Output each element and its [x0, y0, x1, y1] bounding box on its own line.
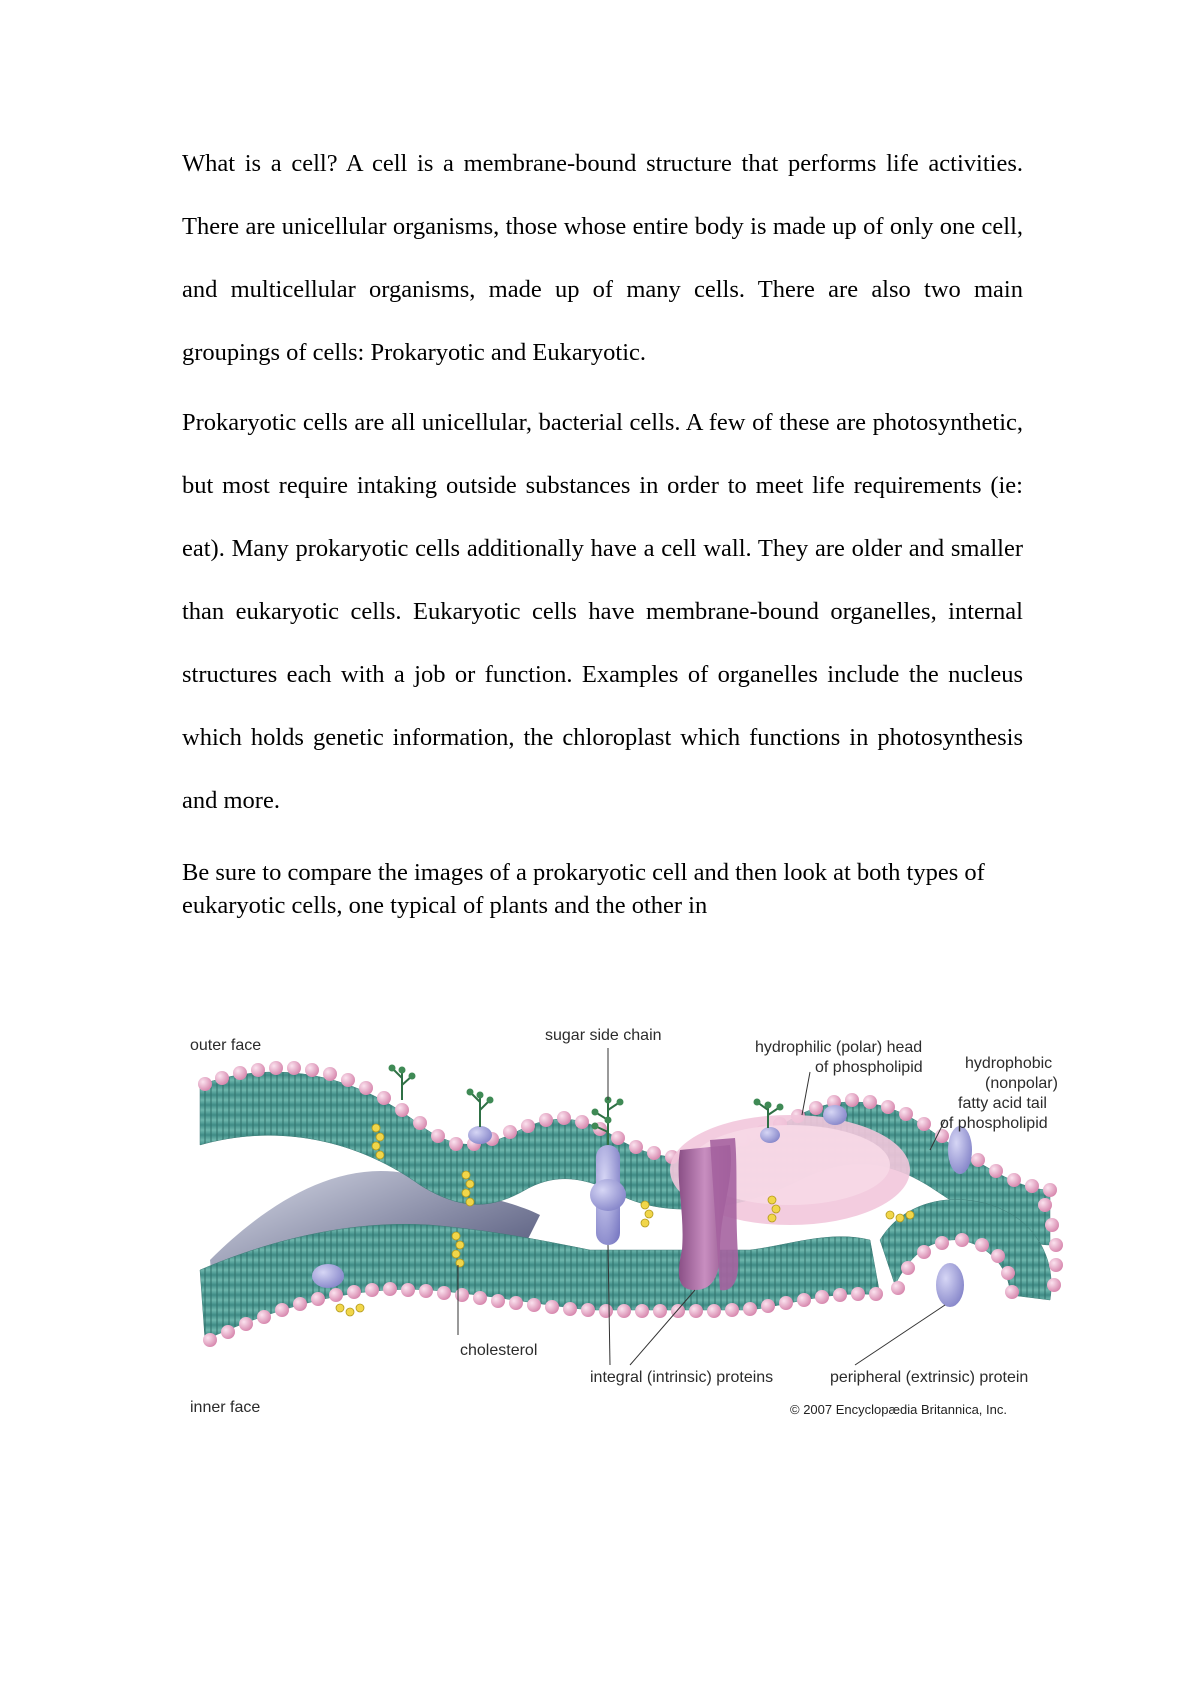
small-protein-right [948, 1126, 972, 1174]
figure-credit: © 2007 Encyclopædia Britannica, Inc. [790, 1402, 1007, 1417]
peripheral-protein [936, 1263, 964, 1307]
cell-membrane-figure [190, 1027, 1070, 1470]
label-peripheral-protein: peripheral (extrinsic) protein [830, 1369, 1029, 1386]
label-hydrophobic-2: (nonpolar) [985, 1075, 1058, 1092]
paragraph-cell-definition: What is a cell? A cell is a membrane-bound structure that performs life activities. There are unicellular organisms, those whose entire body is made up of only one cell, and multicellular organisms, made up of many cells. There are also two main groupings of cells: Prokaryotic and Eukaryotic. [182, 150, 1023, 366]
label-integral-proteins: integral (intrinsic) proteins [590, 1369, 774, 1386]
label-cholesterol: cholesterol [460, 1342, 538, 1359]
small-protein [312, 1264, 344, 1288]
label-outer-face: outer face [190, 1037, 262, 1054]
label-inner-face: inner face [190, 1399, 261, 1416]
paragraph-compare-images: Be sure to compare the images of a prokaryotic cell and then look at both types of eukaryotic cells, one typical of plants and the other in [182, 859, 985, 919]
label-hydrophilic-2: of phospholipid [815, 1059, 923, 1076]
lower-bilayer [200, 1224, 880, 1340]
label-hydrophobic-1: hydrophobic [965, 1055, 1053, 1072]
label-hydrophobic-4: of phospholipid [940, 1115, 1048, 1132]
paragraph-prokaryotic-eukaryotic: Prokaryotic cells are all unicellular, bacterial cells. A few of these are photosynthetic, but most require intaking outside substances in order to meet life requirements (ie: eat). Many prokaryotic cells additionally have a cell wall. They are older and smaller than eukaryotic cells. Eukaryotic cells have membrane-bound organelles, internal structures each with a job or function. Examples of organelles include the nucleus which holds genetic information, the chloroplast which functions in photosynthesis and more. [182, 409, 1023, 814]
cell-membrane-illustration [190, 1027, 1070, 1470]
label-sugar-side-chain: sugar side chain [545, 1027, 662, 1044]
label-hydrophilic-1: hydrophilic (polar) head [755, 1039, 923, 1056]
label-hydrophobic-3: fatty acid tail [958, 1095, 1047, 1112]
